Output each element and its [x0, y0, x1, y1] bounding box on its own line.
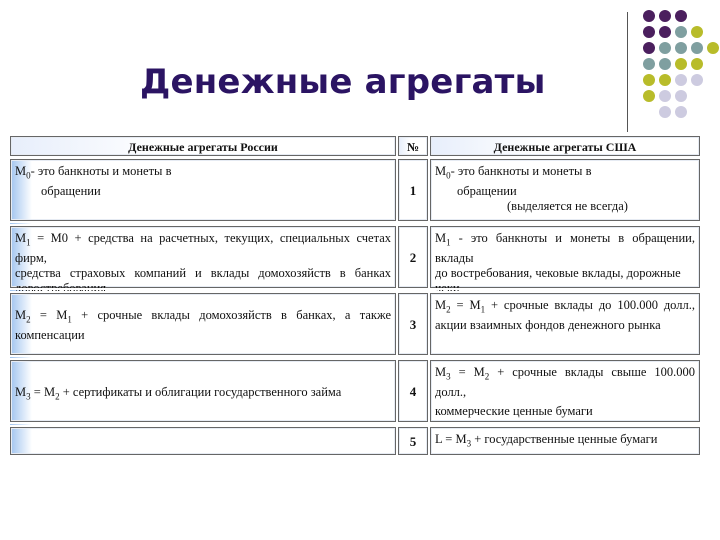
- russia-cell-2: $М_1 = М0$ + средства на расчетных, текущих, специальных счетах фирм, средства страховых компаний и вклады домохозяйств в банках довостребования: [10, 226, 396, 288]
- decorative-dot-grid: [640, 10, 720, 120]
- row-number-2: 2: [398, 226, 428, 288]
- dot: [643, 10, 655, 22]
- dot: [659, 42, 671, 54]
- dot: [659, 58, 671, 70]
- row-number-5: 5: [398, 427, 428, 455]
- dot: [659, 10, 671, 22]
- russia-cell-3: $М_2 = М_1$ + срочные вклады домохозяйств в банках, а также компенсации: [10, 293, 396, 355]
- dot: [675, 58, 687, 70]
- row-number-3: 3: [398, 293, 428, 355]
- russia-cell-1: $М_0-$ это банкноты и монеты в обращении: [10, 159, 396, 221]
- dot: [659, 106, 671, 118]
- dot: [643, 90, 655, 102]
- usa-cell-2: $М_1$ - это банкноты и монеты в обращении, вклады до востребования, чековые вклады, дорожные чеки: [430, 226, 700, 288]
- dot: [675, 10, 687, 22]
- dot: [643, 58, 655, 70]
- row-number-4: 4: [398, 360, 428, 422]
- dot: [675, 74, 687, 86]
- dot: [675, 26, 687, 38]
- usa-cell-5: $L = М_3$ + государственные ценные бумаги: [430, 427, 700, 455]
- header-russia: Денежные агрегаты России: [10, 136, 396, 156]
- slide-title: Денежные агрегаты: [140, 62, 546, 102]
- dot: [707, 42, 719, 54]
- divider-line: [627, 12, 628, 132]
- dot: [643, 26, 655, 38]
- russia-cell-5: [10, 427, 396, 455]
- russia-cell-4: $М_3 = М_2$ + сертификаты и облигации государственного займа: [10, 360, 396, 422]
- dot: [659, 26, 671, 38]
- dot: [659, 74, 671, 86]
- dot: [659, 90, 671, 102]
- dot: [675, 90, 687, 102]
- usa-cell-4: $М_3 = М_2$ + срочные вклады свыше 100.000 долл., коммерческие ценные бумаги: [430, 360, 700, 422]
- header-num: №: [398, 136, 428, 156]
- dot: [691, 42, 703, 54]
- dot: [643, 42, 655, 54]
- header-usa: Денежные агрегаты США: [430, 136, 700, 156]
- dot: [691, 74, 703, 86]
- dot: [675, 42, 687, 54]
- dot: [643, 74, 655, 86]
- dot: [675, 106, 687, 118]
- usa-cell-1: $М_0-$ это банкноты и монеты в обращении (выделяется не всегда): [430, 159, 700, 221]
- dot: [691, 58, 703, 70]
- row-number-1: 1: [398, 159, 428, 221]
- dot: [691, 26, 703, 38]
- usa-cell-3: $М_2 = М_1$ + срочные вклады до 100.000 долл., акции взаимных фондов денежного рынка: [430, 293, 700, 355]
